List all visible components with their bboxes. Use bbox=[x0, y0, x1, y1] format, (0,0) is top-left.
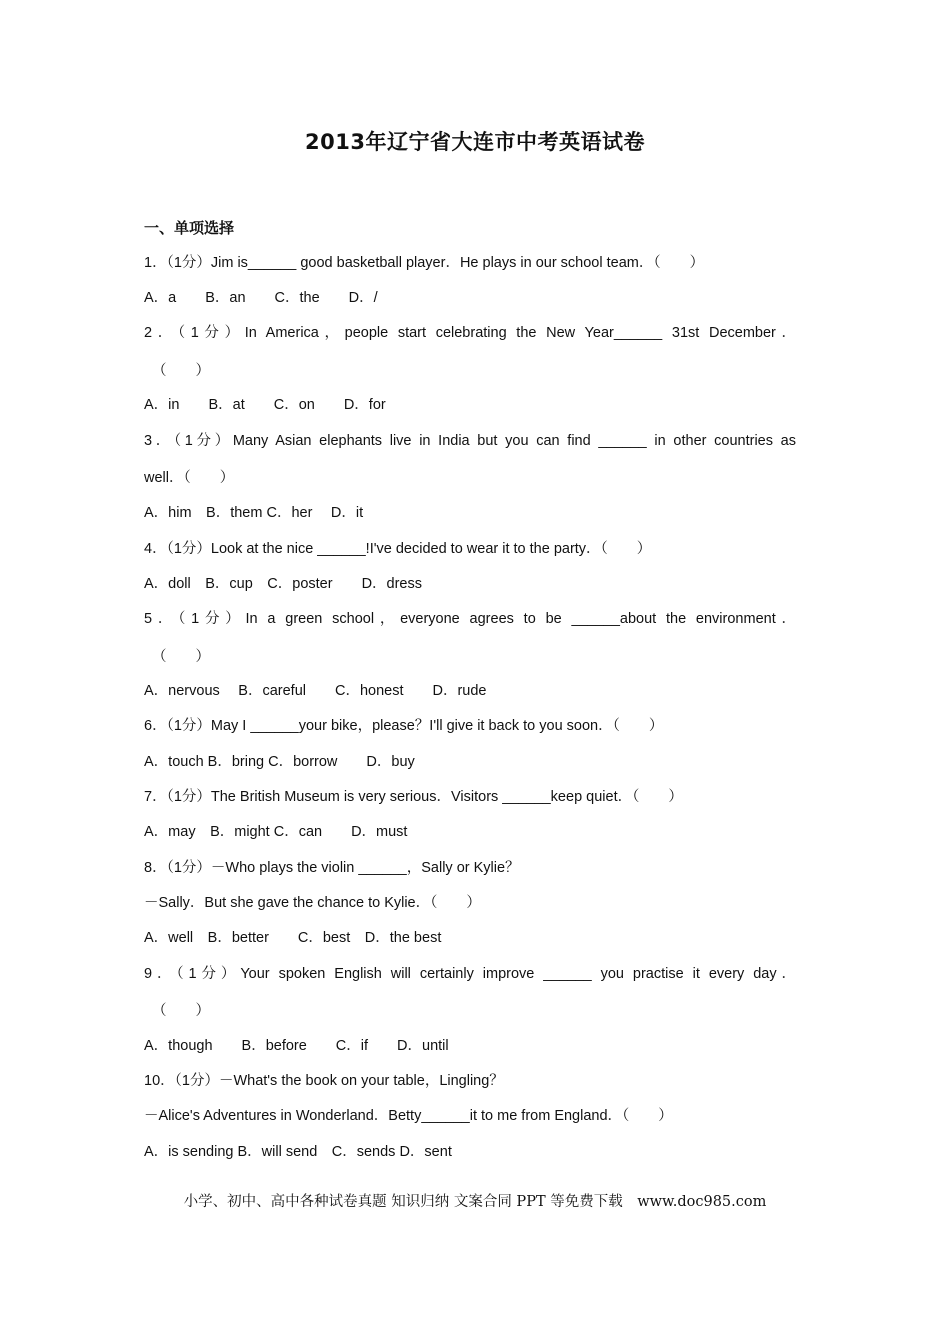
question-8: 8．（1分）－Who plays the violin ______，Sally or Kylie？ bbox=[144, 860, 520, 876]
question-7: 7．（1分）The British Museum is very serious．Visitors ______keep quiet．（ ） bbox=[144, 789, 683, 805]
page-footer: 小学、初中、高中各种试卷真题 知识归纳 文案合同 PPT 等免费下载 www.doc985.com bbox=[183, 1194, 767, 1210]
options-2: A．in B．at C．on D．for bbox=[144, 397, 386, 413]
question-3-cont: well．（ ） bbox=[144, 470, 235, 486]
question-6: 6．（1分）May I ______your bike，please？I'll give it back to you soon．（ ） bbox=[144, 718, 664, 734]
options-1: A．a B．an C．the D．/ bbox=[144, 290, 378, 306]
page-title: 2013年辽宁省大连市中考英语试卷 bbox=[305, 130, 645, 154]
question-4: 4．（1分）Look at the nice ______!I've decided to wear it to the party．（ ） bbox=[144, 541, 652, 557]
question-9: 9．（1分）Your spoken English will certainly improve ______ you practise it every day． bbox=[144, 966, 796, 982]
options-6: A．touch B．bring C．borrow D．buy bbox=[144, 754, 415, 770]
options-3: A．him B．them C．her D．it bbox=[144, 505, 364, 521]
answer-bracket-2: （ ） bbox=[152, 363, 210, 379]
section-heading: 一、单项选择 bbox=[144, 219, 235, 237]
question-10-reply: －Alice's Adventures in Wonderland．Betty______it to me from England．（ ） bbox=[144, 1108, 673, 1124]
question-10: 10．（1分）－What's the book on your table，Lingling？ bbox=[144, 1073, 504, 1089]
options-5: A．nervous B．careful C．honest D．rude bbox=[144, 683, 487, 699]
question-5: 5．（1分）In a green school，everyone agrees to be ______about the environment． bbox=[144, 611, 796, 627]
question-2: 2．（1分）In America，people start celebrating the New Year______ 31st December． bbox=[144, 325, 796, 341]
options-7: A．may B．might C．can D．must bbox=[144, 824, 408, 840]
question-1: 1．（1分）Jim is______ good basketball player．He plays in our school team．（ ） bbox=[144, 255, 705, 271]
question-3: 3．（1分）Many Asian elephants live in India but you can find ______ in other countries as bbox=[144, 433, 796, 449]
answer-bracket-5: （ ） bbox=[152, 649, 210, 665]
question-8-reply: －Sally．But she gave the chance to Kylie．（ ） bbox=[144, 895, 481, 911]
answer-bracket-9: （ ） bbox=[152, 1003, 210, 1019]
options-4: A．doll B．cup C．poster D．dress bbox=[144, 576, 422, 592]
options-9: A．though B．before C．if D．until bbox=[144, 1038, 449, 1054]
options-8: A．well B．better C．best D．the best bbox=[144, 930, 442, 946]
options-10: A．is sending B．will send C．sends D．sent bbox=[144, 1144, 452, 1160]
